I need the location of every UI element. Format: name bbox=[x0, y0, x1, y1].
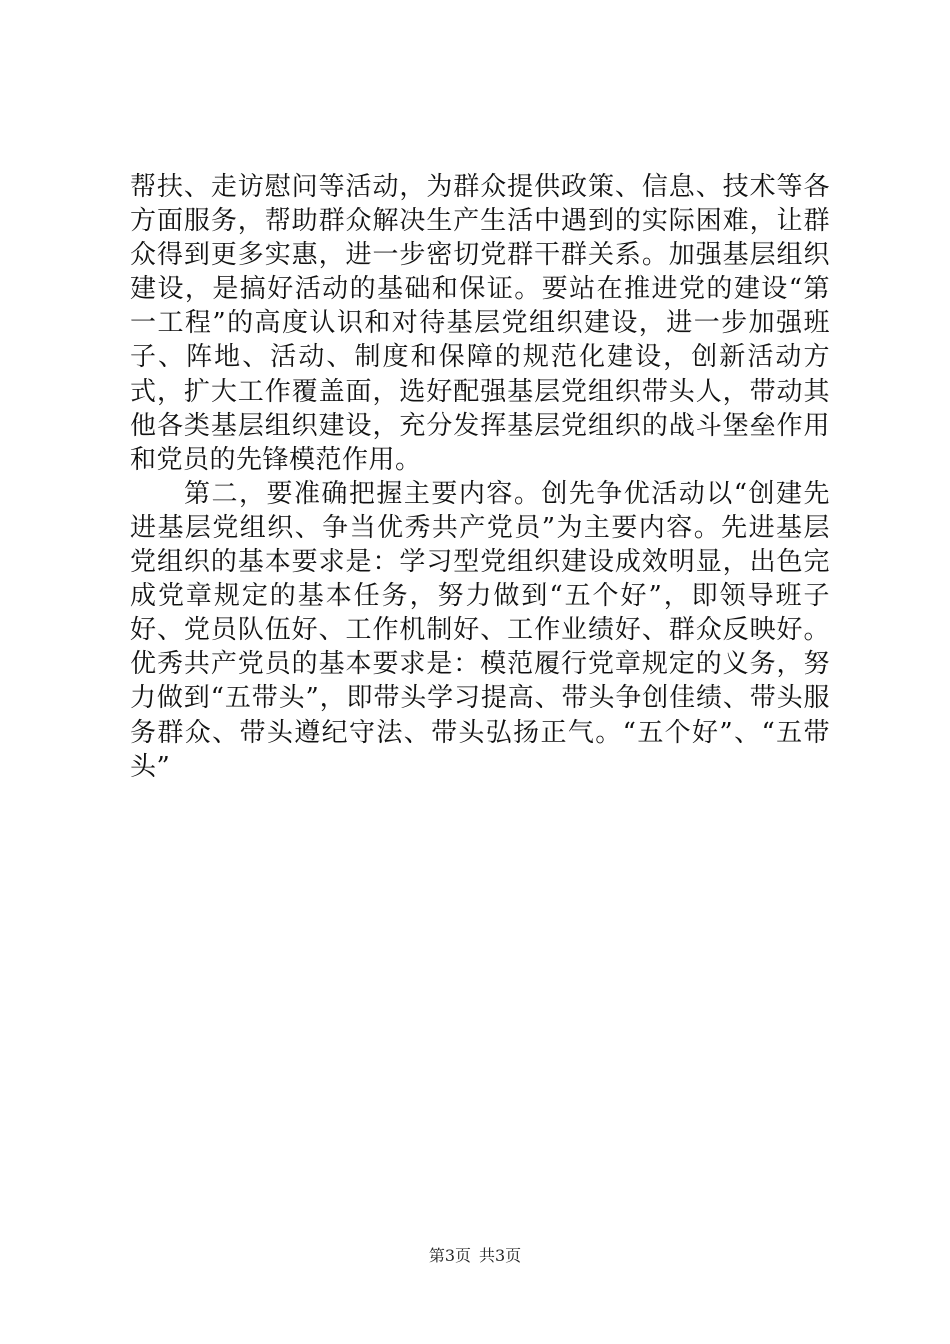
paragraph-1: 帮扶、走访慰问等活动，为群众提供政策、信息、技术等各方面服务，帮助群众解决生产生活中遇到的实际困难，让群众得到更多实惠，进一步密切党群干群关系。加强基层组织建设，是搞好活动的基础和保证。要站在推进党的建设“第一工程”的高度认识和对待基层党组织建设，进一步加强班子、阵地、活动、制度和保障的规范化建设，创新活动方式，扩大工作覆盖面，选好配强基层党组织带头人，带动其他各类基层组织建设，充分发挥基层党组织的战斗堡垒作用和党员的先锋模范作用。 bbox=[130, 172, 830, 475]
paragraph-2: 第二，要准确把握主要内容。创先争优活动以“创建先进基层党组织、争当优秀共产党员”为主要内容。先进基层党组织的基本要求是：学习型党组织建设成效明显，出色完成党章规定的基本任务，努力做到“五个好”，即领导班子好、党员队伍好、工作机制好、工作业绩好、群众反映好。优秀共产党员的基本要求是：模范履行党章规定的义务，努力做到“五带头”，即带头学习提高、带头争创佳绩、带头服务群众、带头遵纪守法、带头弘扬正气。“五个好”、“五带头” bbox=[130, 478, 830, 782]
page-number: 第3页 bbox=[428, 1246, 471, 1265]
body-text bbox=[130, 170, 830, 784]
page-total: 共3页 bbox=[479, 1246, 522, 1265]
page-footer bbox=[0, 1243, 950, 1266]
